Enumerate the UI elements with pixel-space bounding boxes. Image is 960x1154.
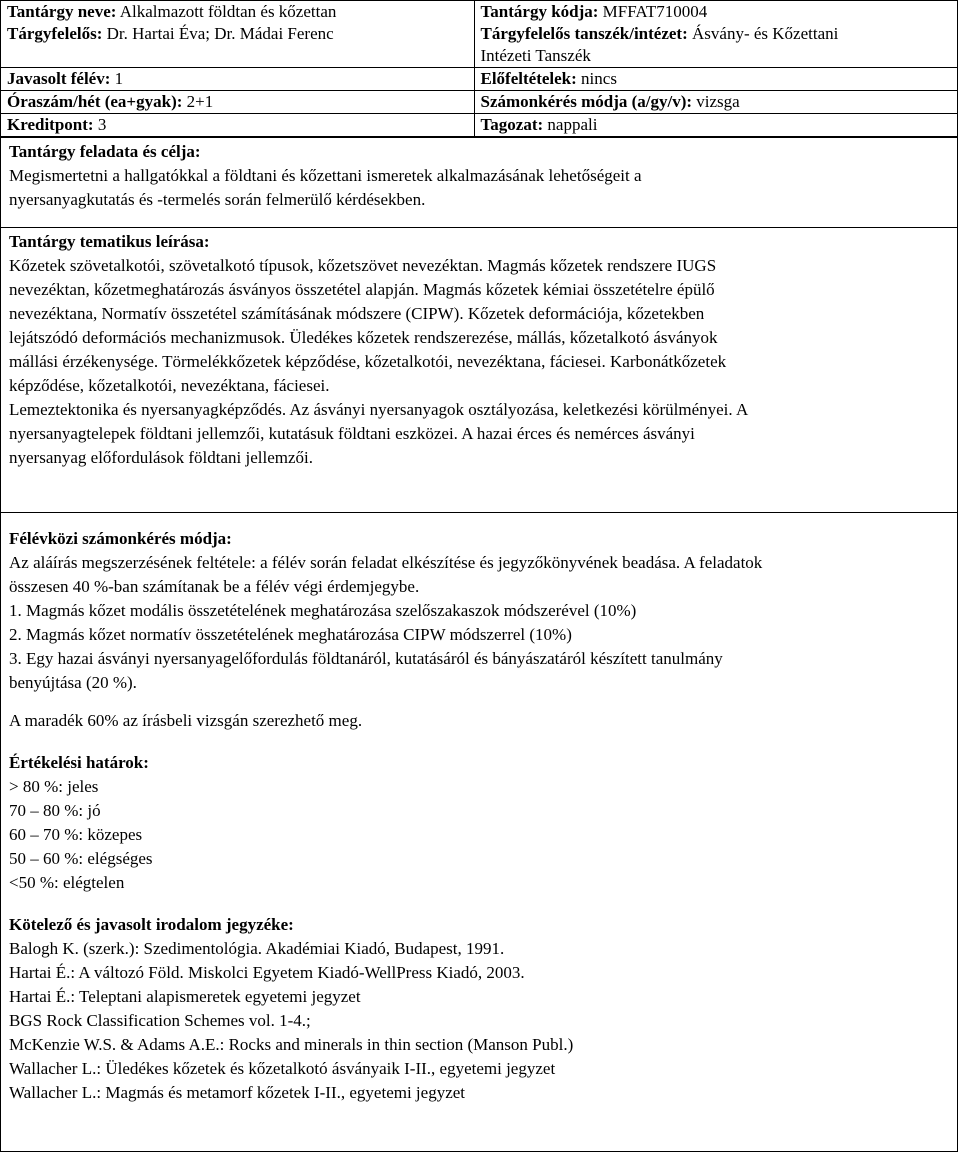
assessment-section	[1, 512, 957, 1122]
subject-code-cell	[474, 1, 957, 68]
responsible-value: Dr. Hartai Éva; Dr. Mádai Ferenc	[106, 24, 334, 43]
grading-item: 50 – 60 %: elégséges	[9, 849, 153, 868]
topics-line: nyersanyagtelepek földtani jellemzői, kutatásuk földtani eszközei. A hazai érces és nemérces ásványi	[9, 424, 695, 443]
assessment-value: vizsga	[696, 92, 740, 111]
subject-name-value: Alkalmazott földtan és kőzettan	[119, 2, 337, 21]
mode-value: nappali	[547, 115, 598, 134]
literature-item: BGS Rock Classification Schemes vol. 1-4.;	[9, 1011, 311, 1030]
semester-label: Javasolt félév:	[7, 69, 111, 88]
course-header-table	[1, 1, 957, 137]
topics-line: lejátszódó deformációs mechanizmusok. Üledékes kőzetek rendszerezése, mállás, kőzetalkotó ásványok	[9, 328, 718, 347]
topics-line: Kőzetek szövetalkotói, szövetalkotó típusok, kőzetszövet nevezéktan. Magmás kőzetek rendszere IUGS	[9, 256, 717, 275]
topics-title: Tantárgy tematikus leírása:	[9, 232, 210, 251]
literature-item: Balogh K. (szerk.): Szedimentológia. Akadémiai Kiadó, Budapest, 1991.	[9, 939, 505, 958]
grading-item: 70 – 80 %: jó	[9, 801, 101, 820]
hours-label: Óraszám/hét (ea+gyak):	[7, 92, 183, 111]
grading-item: 60 – 70 %: közepes	[9, 825, 143, 844]
assessment-label: Számonkérés módja (a/gy/v):	[480, 92, 693, 111]
midterm-line: Az aláírás megszerzésének feltétele: a félév során feladat elkészítése és jegyzőkönyvének beadása. A feladatok	[9, 553, 763, 572]
mode-cell	[474, 114, 957, 137]
grading-item: <50 %: elégtelen	[9, 873, 125, 892]
code-label: Tantárgy kódja:	[480, 2, 599, 21]
topics-section	[1, 227, 957, 512]
topics-line: mállási érzékenysége. Törmelékkőzetek képződése, kőzetalkotói, nevezéktana, fáciesei. Karbonátkőzetek	[9, 352, 727, 371]
credit-value: 3	[97, 115, 107, 134]
topics-line: nyersanyag előfordulások földtani jellemzői.	[9, 448, 314, 467]
dept-value-1: Ásvány- és Kőzettani	[692, 24, 839, 43]
hours-cell	[1, 91, 474, 114]
literature-item: Wallacher L.: Üledékes kőzetek és kőzetalkotó ásványaik I-II., egyetemi jegyzet	[9, 1059, 556, 1078]
goal-line: nyersanyagkutatás és -termelés során felmerülő kérdésekben.	[9, 190, 426, 209]
literature-title: Kötelező és javasolt irodalom jegyzéke:	[9, 915, 294, 934]
semester-value: 1	[114, 69, 124, 88]
grading-item: > 80 %: jeles	[9, 777, 99, 796]
midterm-line: összesen 40 %-ban számítanak be a félév végi érdemjegybe.	[9, 577, 420, 596]
hours-value: 2+1	[186, 92, 214, 111]
literature-item: Hartai É.: A változó Föld. Miskolci Egyetem Kiadó-WellPress Kiadó, 2003.	[9, 963, 525, 982]
literature-item: McKenzie W.S. & Adams A.E.: Rocks and minerals in thin section (Manson Publ.)	[9, 1035, 574, 1054]
subject-name-label: Tantárgy neve:	[7, 2, 117, 21]
responsible-label: Tárgyfelelős:	[7, 24, 103, 43]
midterm-title: Félévközi számonkérés módja:	[9, 529, 232, 548]
prereq-value: nincs	[581, 69, 617, 88]
literature-item: Wallacher L.: Magmás és metamorf kőzetek I-II., egyetemi jegyzet	[9, 1083, 466, 1102]
grading-title: Értékelési határok:	[9, 753, 149, 772]
midterm-line: 1. Magmás kőzet modális összetételének meghatározása szelőszakaszok módszerével (10%)	[9, 601, 637, 620]
topics-line: nevezéktana, Normatív összetétel számításának módszere (CIPW). Kőzetek deformációja, kőzetekben	[9, 304, 705, 323]
midterm-line: 3. Egy hazai ásványi nyersanyagelőfordulás földtanáról, kutatásáról és bányászatáról készített tanulmány	[9, 649, 723, 668]
credit-label: Kreditpont:	[7, 115, 94, 134]
goal-title: Tantárgy feladata és célja:	[9, 142, 201, 161]
prereq-label: Előfeltételek:	[480, 69, 577, 88]
mode-label: Tagozat:	[480, 115, 544, 134]
code-value: MFFAT710004	[602, 2, 708, 21]
goal-line: Megismertetni a hallgatókkal a földtani és kőzettani ismeretek alkalmazásának lehetőségeit a	[9, 166, 642, 185]
dept-label: Tárgyfelelős tanszék/intézet:	[480, 24, 688, 43]
topics-line: képződése, kőzetalkotói, nevezéktana, fáciesei.	[9, 376, 330, 395]
dept-value-2: Intézeti Tanszék	[480, 46, 591, 65]
goal-section	[1, 137, 957, 227]
midterm-line: 2. Magmás kőzet normatív összetételének meghatározása CIPW módszerrel (10%)	[9, 625, 572, 644]
prereq-cell	[474, 68, 957, 91]
midterm-remainder: A maradék 60% az írásbeli vizsgán szerezhető meg.	[9, 711, 363, 730]
subject-name-cell	[1, 1, 474, 68]
topics-line: Lemeztektonika és nyersanyagképződés. Az ásványi nyersanyagok osztályozása, keletkezési körülményei. A	[9, 400, 749, 419]
credit-cell	[1, 114, 474, 137]
topics-line: nevezéktan, kőzetmeghatározás ásványos összetétel alapján. Magmás kőzetek kémiai összetételre épülő	[9, 280, 715, 299]
literature-item: Hartai É.: Teleptani alapismeretek egyetemi jegyzet	[9, 987, 361, 1006]
midterm-line: benyújtása (20 %).	[9, 673, 137, 692]
assessment-cell	[474, 91, 957, 114]
semester-cell	[1, 68, 474, 91]
